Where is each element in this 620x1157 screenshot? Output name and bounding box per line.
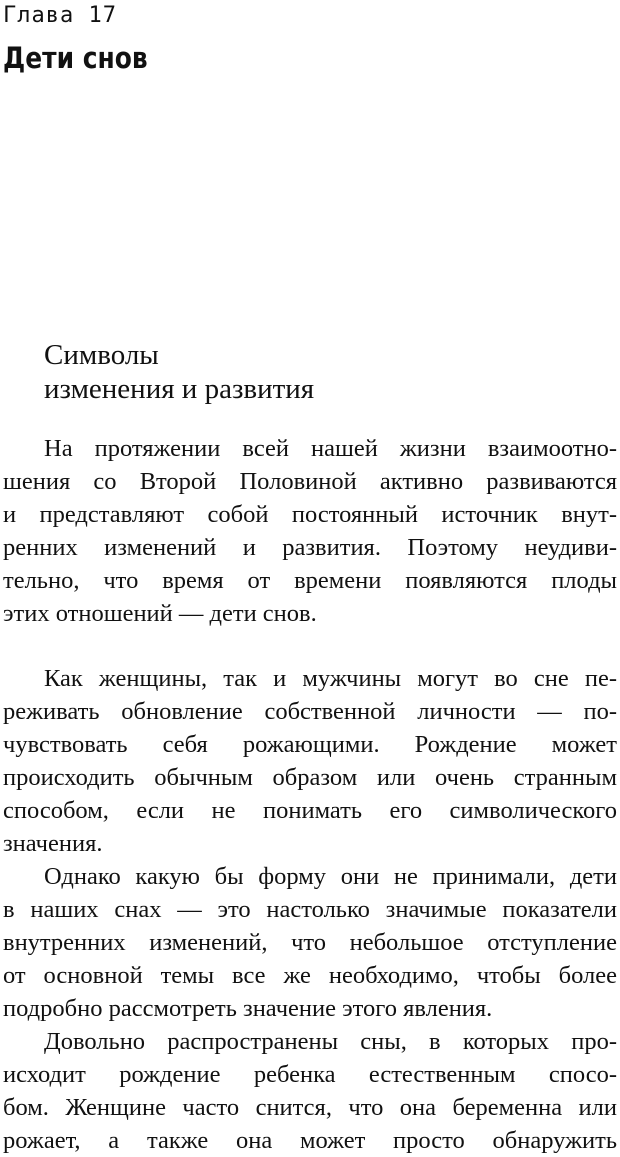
text-line: ренних изменений и развития. Поэтому неудиви-	[3, 534, 617, 561]
text-line: шения со Второй Половиной активно развиваются	[3, 468, 617, 495]
text-line: значения.	[3, 830, 103, 857]
text-line: исходит рождение ребенка естественным спосо-	[3, 1061, 617, 1088]
text-line: Однако какую бы форму они не принимали, дети	[44, 863, 617, 890]
section-heading	[44, 338, 314, 406]
paragraph-3	[0, 860, 620, 1025]
paragraph-4	[0, 1025, 620, 1157]
text-line: Как женщины, так и мужчины могут во сне пе-	[44, 665, 617, 692]
chapter-label: Глава 17	[3, 3, 117, 28]
paragraph-2	[0, 662, 620, 860]
text-line: рожает, а также она может просто обнаружить	[3, 1127, 617, 1154]
text-line: от основной темы все же необходимо, чтобы более	[3, 962, 617, 989]
text-line: реживать обновление собственной личности — по-	[3, 698, 617, 725]
text-line: этих отношений — дети снов.	[3, 600, 317, 627]
text-line: способом, если не понимать его символического	[3, 797, 617, 824]
section-heading-line: Символы	[44, 339, 159, 371]
text-line: в наших снах — это настолько значимые показатели	[3, 896, 617, 923]
text-line: На протяжении всей нашей жизни взаимоотно-	[44, 435, 617, 462]
text-line: происходить обычным образом или очень странным	[3, 764, 617, 791]
text-line: внутренних изменений, что небольшое отступление	[3, 929, 617, 956]
paragraph-1	[0, 432, 620, 630]
text-line: Довольно распространены сны, в которых про-	[44, 1028, 617, 1055]
text-line: бом. Женщине часто снится, что она беременна или	[3, 1094, 617, 1121]
text-line: и представляют собой постоянный источник внут-	[3, 501, 617, 528]
section-heading-line: изменения и развития	[44, 373, 315, 405]
text-line: подробно рассмотреть значение этого явления.	[3, 995, 493, 1022]
text-line: чувствовать себя рожающими. Рождение может	[3, 731, 617, 758]
chapter-title: Дети снов	[3, 41, 148, 75]
text-line: тельно, что время от времени появляются плоды	[3, 567, 617, 594]
